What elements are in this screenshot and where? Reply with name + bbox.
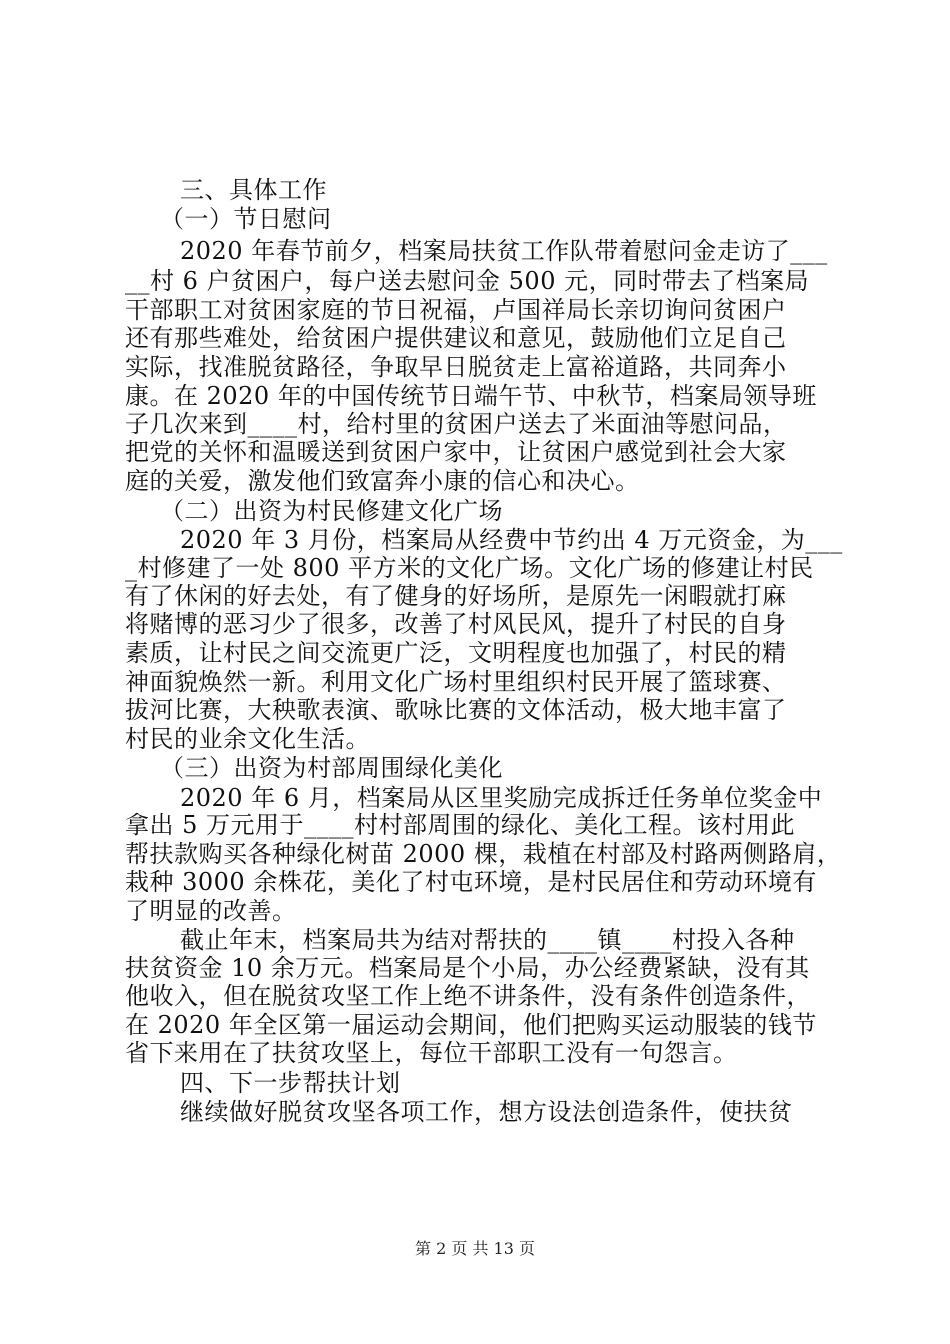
paragraph-line: 庭的关爱，激发他们致富奔小康的信心和决心。 (125, 467, 640, 496)
paragraph-line: 在 2020 年全区第一届运动会期间，他们把购买运动服装的钱节 (125, 1011, 817, 1040)
paragraph-line: 实际，找准脱贫路径，争取早日脱贫走上富裕道路，共同奔小 (125, 352, 787, 381)
paragraph-line: 了明显的改善。 (125, 896, 297, 925)
section-heading: 四、下一步帮扶计划 (180, 1068, 401, 1097)
paragraph-line: 截止年末，档案局共为结对帮扶的____镇____村投入各种 (180, 925, 795, 954)
paragraph-line: 2020 年 3 月份，档案局从经费中节约出 4 万元资金，为___ (180, 526, 843, 555)
paragraph-line: 将赌博的恶习少了很多，改善了村风民风，提升了村民的自身 (125, 610, 787, 639)
paragraph-line: 栽种 3000 余株花，美化了村屯环境，是村民居住和劳动环境有 (125, 868, 817, 896)
paragraph-line: 继续做好脱贫攻坚各项工作，想方设法创造条件，使扶贫 (180, 1097, 793, 1126)
paragraph-line: 子几次来到____村，给村里的贫困户送去了米面油等慰问品， (125, 410, 788, 439)
paragraph-line: 村民的业余文化生活。 (125, 724, 370, 753)
paragraph-line: 干部职工对贫困家庭的节日祝福，卢国祥局长亲切询问贫困户 (125, 296, 787, 324)
paragraph-line: 他收入，但在脱贫攻坚工作上绝不讲条件，没有条件创造条件， (125, 982, 811, 1011)
paragraph-line: 省下来用在了扶贫攻坚上，每位干部职工没有一句怨言。 (125, 1039, 738, 1068)
section-heading: 三、具体工作 (180, 176, 327, 204)
paragraph-line: 帮扶款购买各种绿化树苗 2000 棵，栽植在村部及村路两侧路肩， (125, 840, 842, 868)
paragraph-line: 素质，让村民之间交流更广泛，文明程度也加强了，村民的精 (125, 639, 787, 668)
paragraph-line: 扶贫资金 10 余万元。档案局是个小局，办公经费紧缺，没有其 (125, 954, 810, 983)
paragraph-line: 还有那些难处，给贫困户提供建议和意见，鼓励他们立足自己 (125, 324, 787, 352)
paragraph-line: 拿出 5 万元用于____村村部周围的绿化、美化工程。该村用此 (125, 811, 796, 840)
subsection-heading: （一）节日慰问 (160, 204, 332, 233)
paragraph-line: 2020 年 6 月，档案局从区里奖励完成拆迁任务单位奖金中 (180, 784, 823, 812)
paragraph-line: 神面貌焕然一新。利用文化广场村里组织村民开展了篮球赛、 (125, 668, 787, 696)
paragraph-line: 有了休闲的好去处，有了健身的好场所，是原先一闲暇就打麻 (125, 582, 787, 611)
page-footer: 第 2 页 共 13 页 (415, 1239, 535, 1258)
paragraph-line: _村修建了一处 800 平方米的文化广场。文化广场的修建让村民 (125, 553, 814, 582)
paragraph-line: 拔河比赛，大秧歌表演、歌咏比赛的文体活动，极大地丰富了 (125, 696, 787, 724)
paragraph-line: 把党的关怀和温暖送到贫困户家中，让贫困户感觉到社会大家 (125, 438, 787, 467)
paragraph-line: 康。在 2020 年的中国传统节日端午节、中秋节，档案局领导班 (125, 381, 817, 410)
subsection-heading: （三）出资为村部周围绿化美化 (160, 754, 503, 783)
paragraph-line: __村 6 户贫困户，每户送去慰问金 500 元，同时带去了档案局 (125, 267, 810, 296)
subsection-heading: （二）出资为村民修建文化广场 (160, 496, 503, 525)
paragraph-line: 2020 年春节前夕，档案局扶贫工作队带着慰问金走访了___ (180, 236, 828, 265)
